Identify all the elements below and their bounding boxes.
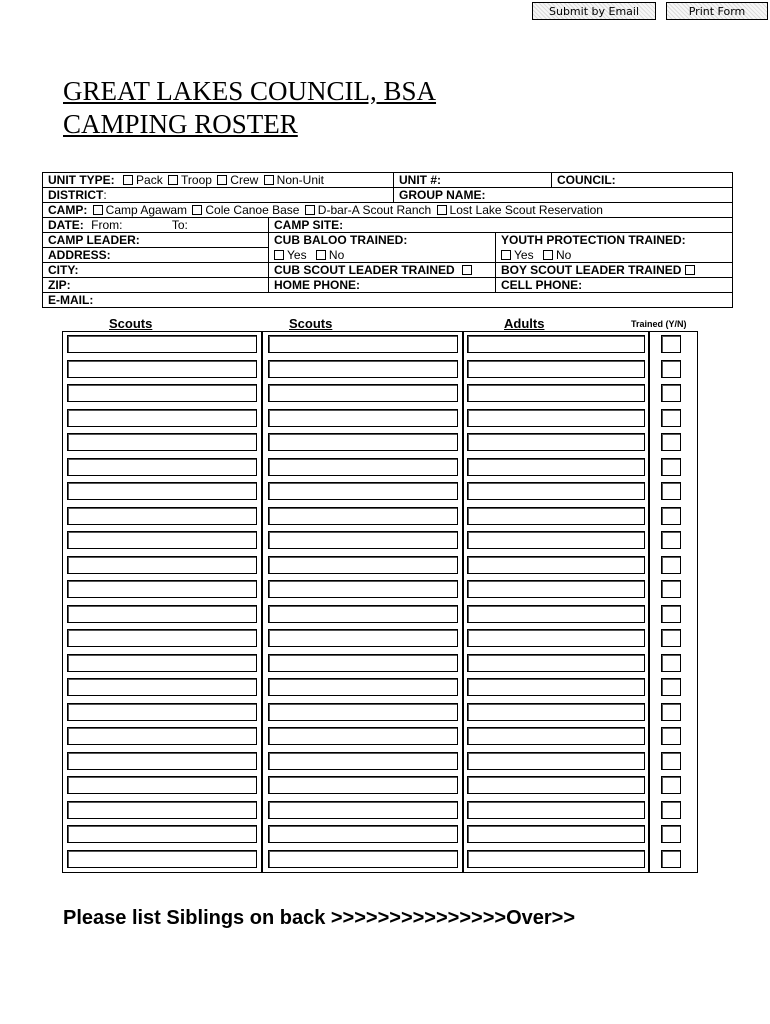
zip-label: ZIP: [48,278,71,292]
trained-yn-input[interactable] [661,752,681,770]
scout-name-1-input[interactable] [67,703,257,721]
scout-name-1-input[interactable] [67,605,257,623]
scout-name-2-input[interactable] [268,531,458,549]
trained-yn-input[interactable] [661,507,681,525]
cub-scout-leader-checkbox[interactable] [462,265,472,275]
submit-by-email-button[interactable]: Submit by Email [532,2,656,20]
zip-field[interactable] [43,278,269,293]
scout-name-1-input[interactable] [67,825,257,843]
unit-number-label: UNIT #: [399,173,442,187]
scout-name-1-input[interactable] [67,629,257,647]
scout-name-1-input[interactable] [67,752,257,770]
youth-protection-cell [496,233,733,248]
trained-yn-input[interactable] [661,360,681,378]
roster-divider-3 [648,332,650,872]
camp-cell [43,203,733,218]
scout-name-2-input[interactable] [268,703,458,721]
scout-name-2-input[interactable] [268,482,458,500]
scout-name-1-input[interactable] [67,433,257,451]
trained-yn-input[interactable] [661,335,681,353]
cub-baloo-no-checkbox[interactable] [316,250,326,260]
scout-name-1-input[interactable] [67,409,257,427]
trained-yn-input[interactable] [661,629,681,647]
trained-yn-input[interactable] [661,825,681,843]
scout-name-2-input[interactable] [268,556,458,574]
scout-name-2-input[interactable] [268,629,458,647]
adult-name-input[interactable] [467,556,645,574]
youth-protection-no-label: No [555,247,572,262]
city-field[interactable] [43,263,269,278]
unit-type-pack-label: Pack [136,173,163,187]
group-name-field[interactable] [394,188,733,203]
adult-name-input[interactable] [467,776,645,794]
scout-name-2-input[interactable] [268,384,458,402]
adult-name-input[interactable] [467,507,645,525]
adult-name-input[interactable] [467,752,645,770]
unit-type-label: UNIT TYPE: [48,173,115,187]
trained-yn-input[interactable] [661,654,681,672]
trained-yn-input[interactable] [661,727,681,745]
address-field[interactable] [43,248,269,263]
cub-baloo-cell [269,233,496,248]
trained-yn-input[interactable] [661,556,681,574]
adult-name-input[interactable] [467,825,645,843]
adult-name-input[interactable] [467,629,645,647]
trained-yn-input[interactable] [661,850,681,868]
adult-name-input[interactable] [467,482,645,500]
camp-dbara-label: D-bar-A Scout Ranch [317,203,432,217]
roster-grid [62,331,698,873]
district-field[interactable] [43,188,394,203]
cub-baloo-yes-checkbox[interactable] [274,250,284,260]
scout-name-1-input[interactable] [67,458,257,476]
boy-scout-leader-checkbox[interactable] [685,265,695,275]
camp-label: CAMP: [48,203,88,217]
scouts-column-header-2: Scouts [289,316,333,331]
trained-yn-input[interactable] [661,384,681,402]
unit-type-crew-checkbox[interactable] [217,175,227,185]
scout-name-2-input[interactable] [268,335,458,353]
youth-protection-no-checkbox[interactable] [543,250,553,260]
date-from-label: From: [91,218,123,232]
cub-scout-leader-cell [269,263,496,278]
adult-name-input[interactable] [467,654,645,672]
adult-name-input[interactable] [467,605,645,623]
adult-name-input[interactable] [467,703,645,721]
home-phone-field[interactable] [269,278,496,293]
camp-agawam-label: Camp Agawam [105,203,188,217]
scout-name-1-input[interactable] [67,531,257,549]
page-subtitle: CAMPING ROSTER [63,109,298,139]
trained-yn-input[interactable] [661,458,681,476]
print-form-button[interactable]: Print Form [666,2,768,20]
group-name-label: GROUP NAME: [399,188,486,202]
scout-name-1-input[interactable] [67,335,257,353]
unit-type-troop-label: Troop [181,173,212,187]
cub-scout-leader-label: CUB SCOUT LEADER TRAINED [274,263,455,277]
adult-name-input[interactable] [467,531,645,549]
boy-scout-leader-cell [496,263,733,278]
camp-cole-canoe-checkbox[interactable] [192,205,202,215]
scout-name-1-input[interactable] [67,776,257,794]
cub-baloo-options [269,248,496,263]
adult-name-input[interactable] [467,335,645,353]
camp-leader-label: CAMP LEADER: [48,233,140,247]
adult-name-input[interactable] [467,433,645,451]
scout-name-2-input[interactable] [268,678,458,696]
trained-column-header: Trained (Y/N) [631,319,687,329]
scout-name-2-input[interactable] [268,433,458,451]
cell-phone-field[interactable] [496,278,733,293]
date-to-label: To: [171,218,188,232]
scout-name-2-input[interactable] [268,409,458,427]
header-info-table [42,172,733,308]
boy-scout-leader-label: BOY SCOUT LEADER TRAINED [501,263,682,277]
scout-name-2-input[interactable] [268,776,458,794]
camp-site-label: CAMP SITE: [274,218,344,232]
email-label: E-MAIL: [48,293,94,307]
unit-type-crew-label: Crew [230,173,259,187]
scout-name-2-input[interactable] [268,580,458,598]
date-cell[interactable] [43,218,269,233]
scout-name-2-input[interactable] [268,801,458,819]
unit-type-cell [43,173,394,188]
scout-name-1-input[interactable] [67,580,257,598]
scout-name-1-input[interactable] [67,556,257,574]
scout-name-2-input[interactable] [268,850,458,868]
council-field[interactable] [552,173,733,188]
siblings-note: Please list Siblings on back >>>>>>>>>>>>>>>Over>> [63,907,576,929]
page-title: GREAT LAKES COUNCIL, BSA [63,76,437,106]
scout-name-2-input[interactable] [268,727,458,745]
camp-site-field[interactable] [269,218,733,233]
scout-name-1-input[interactable] [67,482,257,500]
adult-name-input[interactable] [467,384,645,402]
scouts-column-header-1: Scouts [109,316,153,331]
unit-type-nonunit-label: Non-Unit [276,173,325,187]
cell-phone-label: CELL PHONE: [501,278,583,292]
scout-name-2-input[interactable] [268,360,458,378]
adult-name-input[interactable] [467,801,645,819]
scout-name-1-input[interactable] [67,654,257,672]
adults-column-header: Adults [504,316,545,331]
address-label: ADDRESS: [48,248,111,262]
trained-yn-input[interactable] [661,801,681,819]
youth-protection-yes-checkbox[interactable] [501,250,511,260]
trained-yn-input[interactable] [661,433,681,451]
home-phone-label: HOME PHONE: [274,278,361,292]
roster-divider-1 [261,332,263,872]
district-label: DISTRICT [48,188,104,202]
adult-name-input[interactable] [467,458,645,476]
scout-name-2-input[interactable] [268,507,458,525]
adult-name-input[interactable] [467,850,645,868]
scout-name-1-input[interactable] [67,850,257,868]
date-label: DATE: [48,218,84,232]
youth-protection-yes-label: Yes [514,247,534,262]
scout-name-2-input[interactable] [268,752,458,770]
scout-name-1-input[interactable] [67,678,257,696]
trained-yn-input[interactable] [661,776,681,794]
scout-name-1-input[interactable] [67,727,257,745]
email-field[interactable] [43,293,733,308]
camp-dbara-checkbox[interactable] [305,205,315,215]
trained-yn-input[interactable] [661,531,681,549]
scout-name-2-input[interactable] [268,825,458,843]
camp-cole-canoe-label: Cole Canoe Base [205,203,300,217]
camp-lost-lake-checkbox[interactable] [437,205,447,215]
adult-name-input[interactable] [467,360,645,378]
scout-name-1-input[interactable] [67,384,257,402]
scout-name-1-input[interactable] [67,507,257,525]
adult-name-input[interactable] [467,678,645,696]
council-label: COUNCIL: [557,173,616,187]
trained-yn-input[interactable] [661,605,681,623]
unit-type-nonunit-checkbox[interactable] [264,175,274,185]
youth-protection-label: YOUTH PROTECTION TRAINED: [501,233,686,248]
scout-name-2-input[interactable] [268,654,458,672]
city-label: CITY: [48,263,79,277]
adult-name-input[interactable] [467,580,645,598]
youth-protection-options [496,248,733,263]
scout-name-2-input[interactable] [268,605,458,623]
cub-baloo-label: CUB BALOO TRAINED: [274,233,408,248]
trained-yn-input[interactable] [661,409,681,427]
unit-type-troop-checkbox[interactable] [168,175,178,185]
scout-name-2-input[interactable] [268,458,458,476]
trained-yn-input[interactable] [661,580,681,598]
unit-number-field[interactable] [394,173,552,188]
cub-baloo-yes-label: Yes [287,247,307,262]
unit-type-pack-checkbox[interactable] [123,175,133,185]
trained-yn-input[interactable] [661,482,681,500]
adult-name-input[interactable] [467,727,645,745]
camp-agawam-checkbox[interactable] [93,205,103,215]
trained-yn-input[interactable] [661,703,681,721]
camp-lost-lake-label: Lost Lake Scout Reservation [449,203,603,217]
adult-name-input[interactable] [467,409,645,427]
roster-divider-2 [462,332,464,872]
cub-baloo-no-label: No [328,247,345,262]
scout-name-1-input[interactable] [67,801,257,819]
camp-leader-field[interactable] [43,233,269,248]
trained-yn-input[interactable] [661,678,681,696]
scout-name-1-input[interactable] [67,360,257,378]
district-colon: : [103,188,107,202]
